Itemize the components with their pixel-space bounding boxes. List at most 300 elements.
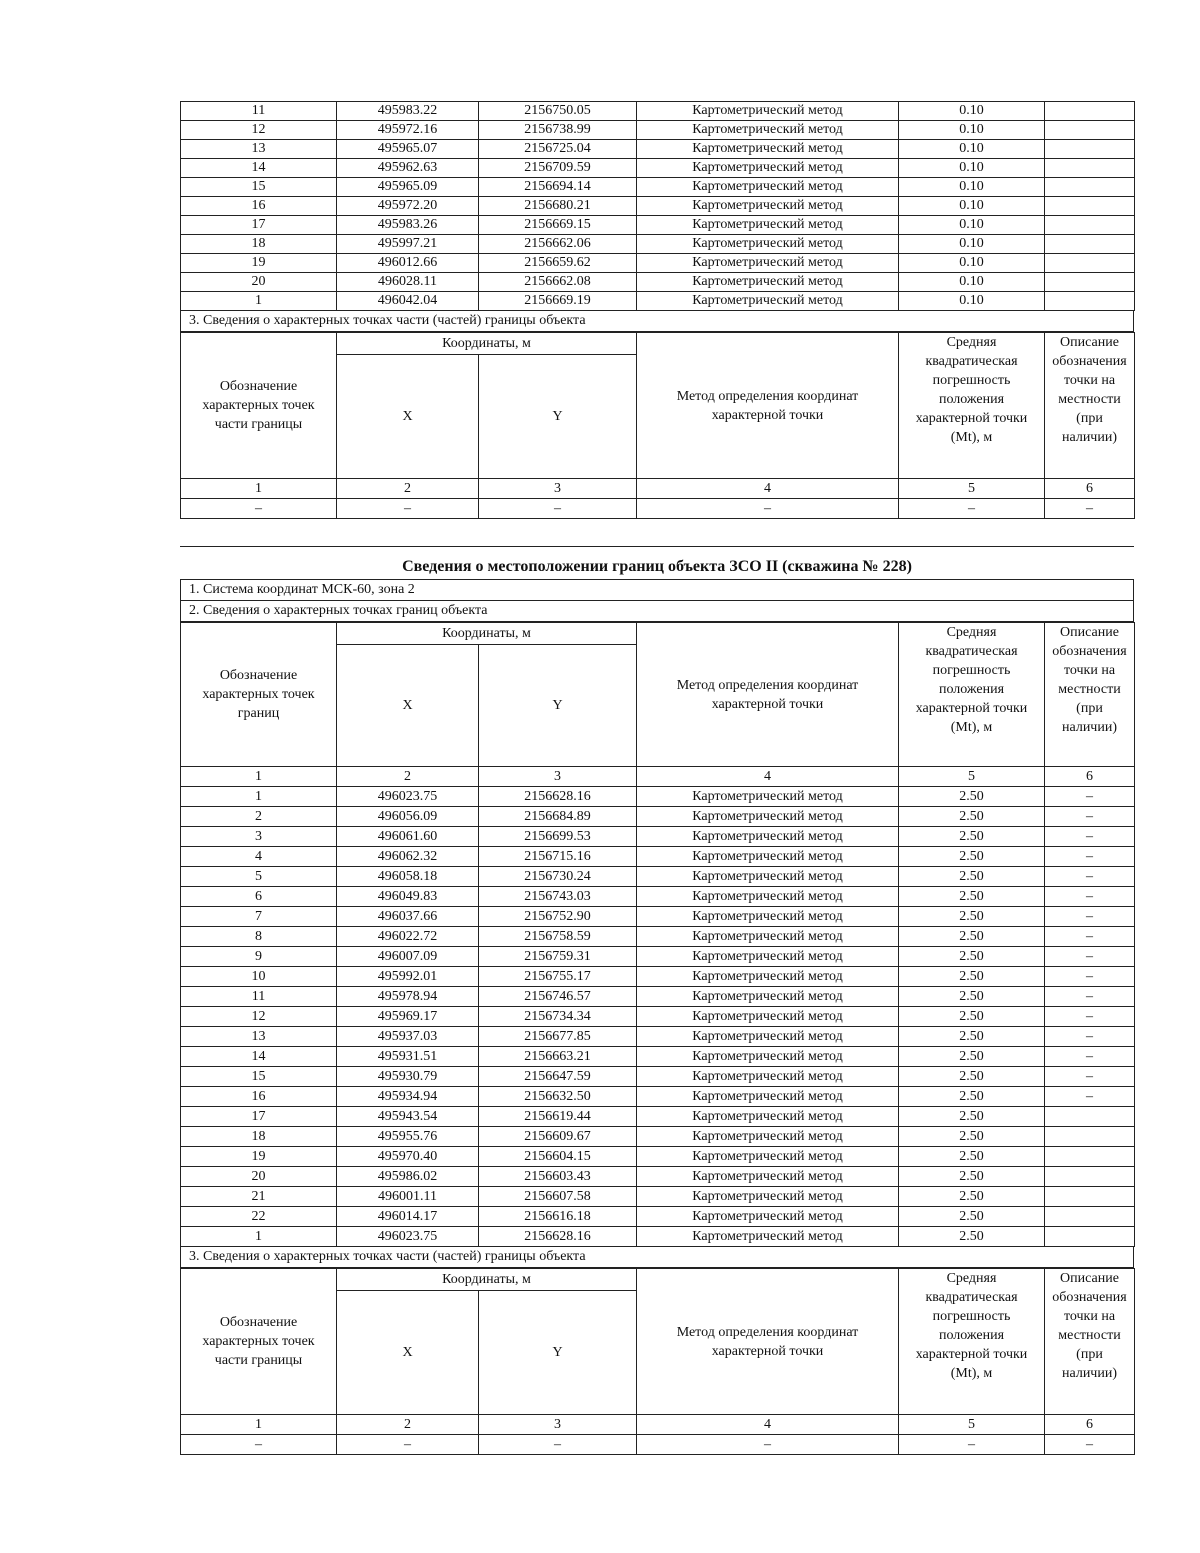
part-header-desc: Описание обозначения точки на местности (при наличии)	[1045, 333, 1135, 479]
cell-n: 1	[181, 1227, 337, 1247]
cell-method: Картометрический метод	[637, 292, 899, 311]
cell-y: 2156662.06	[479, 235, 637, 254]
table-row	[181, 827, 1135, 847]
cell-desc	[1045, 102, 1135, 121]
cell-method: Картометрический метод	[637, 102, 899, 121]
cell-err: 0.10	[899, 254, 1045, 273]
cell-desc: –	[1045, 947, 1135, 967]
cell-n: 4	[181, 847, 337, 867]
cell-err: 2.50	[899, 1167, 1045, 1187]
cell-method: Картометрический метод	[637, 1187, 899, 1207]
dash-cell: –	[337, 1435, 479, 1455]
cell-desc: –	[1045, 907, 1135, 927]
table-row	[181, 907, 1135, 927]
cell-method: Картометрический метод	[637, 197, 899, 216]
cell-n: 19	[181, 254, 337, 273]
col-number: 5	[899, 479, 1045, 499]
cell-method: Картометрический метод	[637, 967, 899, 987]
cell-y: 2156609.67	[479, 1127, 637, 1147]
cell-y: 2156607.58	[479, 1187, 637, 1207]
part2-header-err: Средняя квадратическая погрешность положения характерной точки (Mt), м	[899, 1269, 1045, 1415]
cell-x: 495970.40	[337, 1147, 479, 1167]
part2-header-method: Метод определения координат характерной точки	[637, 1269, 899, 1415]
cell-method: Картометрический метод	[637, 121, 899, 140]
cell-x: 495965.09	[337, 178, 479, 197]
cell-n: 12	[181, 1007, 337, 1027]
col-number: 6	[1045, 479, 1135, 499]
table-row	[181, 292, 1135, 311]
cell-x: 496012.66	[337, 254, 479, 273]
top-points-block	[180, 101, 1134, 519]
cell-err: 0.10	[899, 235, 1045, 254]
cell-err: 2.50	[899, 1007, 1045, 1027]
cell-desc: –	[1045, 807, 1135, 827]
cell-x: 496037.66	[337, 907, 479, 927]
cell-desc	[1045, 1127, 1135, 1147]
cell-err: 2.50	[899, 867, 1045, 887]
cell-n: 20	[181, 1167, 337, 1187]
cell-n: 13	[181, 1027, 337, 1047]
col-number: 2	[337, 767, 479, 787]
cell-desc	[1045, 178, 1135, 197]
cell-n: 19	[181, 1147, 337, 1167]
table-row	[181, 867, 1135, 887]
points-section-title: 2. Сведения о характерных точках границ объекта	[180, 601, 1134, 622]
part2-header-y: Y	[479, 1291, 637, 1415]
cell-desc: –	[1045, 987, 1135, 1007]
cell-method: Картометрический метод	[637, 159, 899, 178]
cell-desc	[1045, 292, 1135, 311]
cell-x: 496001.11	[337, 1187, 479, 1207]
col-number: 1	[181, 767, 337, 787]
cell-n: 15	[181, 178, 337, 197]
cell-y: 2156684.89	[479, 807, 637, 827]
cell-y: 2156715.16	[479, 847, 637, 867]
cell-y: 2156750.05	[479, 102, 637, 121]
dash-cell: –	[637, 499, 899, 519]
cell-x: 495972.20	[337, 197, 479, 216]
cell-n: 18	[181, 235, 337, 254]
table-row	[181, 1227, 1135, 1247]
cell-method: Картометрический метод	[637, 1207, 899, 1227]
cell-y: 2156604.15	[479, 1147, 637, 1167]
cell-x: 495983.22	[337, 102, 479, 121]
cell-x: 495983.26	[337, 216, 479, 235]
zso-title: Сведения о местоположении границ объекта ЗСО II (скважина № 228)	[180, 546, 1134, 579]
cell-desc: –	[1045, 1027, 1135, 1047]
cell-n: 16	[181, 197, 337, 216]
main-header-x: X	[337, 645, 479, 767]
table-row	[181, 121, 1135, 140]
dash-cell: –	[1045, 499, 1135, 519]
cell-err: 2.50	[899, 1027, 1045, 1047]
cell-n: 13	[181, 140, 337, 159]
part-header-coords: Координаты, м	[337, 333, 637, 355]
cell-x: 496049.83	[337, 887, 479, 907]
cell-method: Картометрический метод	[637, 887, 899, 907]
cell-err: 0.10	[899, 273, 1045, 292]
cell-y: 2156632.50	[479, 1087, 637, 1107]
cell-x: 495978.94	[337, 987, 479, 1007]
cell-n: 12	[181, 121, 337, 140]
cell-err: 2.50	[899, 787, 1045, 807]
cell-err: 2.50	[899, 967, 1045, 987]
cell-desc	[1045, 273, 1135, 292]
cell-method: Картометрический метод	[637, 1047, 899, 1067]
cell-method: Картометрический метод	[637, 907, 899, 927]
cell-x: 495937.03	[337, 1027, 479, 1047]
cell-method: Картометрический метод	[637, 807, 899, 827]
cell-err: 2.50	[899, 1227, 1045, 1247]
cell-err: 2.50	[899, 907, 1045, 927]
table-row	[181, 273, 1135, 292]
cell-desc: –	[1045, 847, 1135, 867]
cell-y: 2156628.16	[479, 787, 637, 807]
col-number: 3	[479, 1415, 637, 1435]
cell-n: 21	[181, 1187, 337, 1207]
cell-err: 0.10	[899, 292, 1045, 311]
col-number: 4	[637, 1415, 899, 1435]
cell-y: 2156725.04	[479, 140, 637, 159]
cell-err: 2.50	[899, 1207, 1045, 1227]
cell-method: Картометрический метод	[637, 1087, 899, 1107]
cell-n: 1	[181, 292, 337, 311]
zso-block	[180, 546, 1134, 1455]
cell-y: 2156755.17	[479, 967, 637, 987]
main-header-desc: Описание обозначения точки на местности (при наличии)	[1045, 623, 1135, 767]
cell-x: 496007.09	[337, 947, 479, 967]
cell-desc: –	[1045, 967, 1135, 987]
cell-err: 2.50	[899, 887, 1045, 907]
cell-y: 2156743.03	[479, 887, 637, 907]
cell-err: 2.50	[899, 1067, 1045, 1087]
cell-err: 2.50	[899, 947, 1045, 967]
part-table-2	[180, 1268, 1135, 1455]
cell-method: Картометрический метод	[637, 235, 899, 254]
table-row	[181, 254, 1135, 273]
cell-method: Картометрический метод	[637, 254, 899, 273]
cell-n: 16	[181, 1087, 337, 1107]
cell-y: 2156677.85	[479, 1027, 637, 1047]
cell-y: 2156694.14	[479, 178, 637, 197]
cell-desc	[1045, 216, 1135, 235]
cell-method: Картометрический метод	[637, 787, 899, 807]
cell-err: 0.10	[899, 121, 1045, 140]
cell-x: 495931.51	[337, 1047, 479, 1067]
cell-method: Картометрический метод	[637, 927, 899, 947]
cell-y: 2156669.15	[479, 216, 637, 235]
cell-x: 495997.21	[337, 235, 479, 254]
cell-x: 495965.07	[337, 140, 479, 159]
cell-x: 495955.76	[337, 1127, 479, 1147]
table-row	[181, 1127, 1135, 1147]
cell-y: 2156759.31	[479, 947, 637, 967]
part-header-err: Средняя квадратическая погрешность положения характерной точки (Mt), м	[899, 333, 1045, 479]
main-header-method: Метод определения координат характерной точки	[637, 623, 899, 767]
cell-x: 496022.72	[337, 927, 479, 947]
part-header-col1: Обозначение характерных точек части границы	[181, 333, 337, 479]
col-number: 1	[181, 1415, 337, 1435]
cell-desc	[1045, 121, 1135, 140]
cell-err: 2.50	[899, 927, 1045, 947]
cell-x: 495934.94	[337, 1087, 479, 1107]
cell-x: 495972.16	[337, 121, 479, 140]
table-row	[181, 140, 1135, 159]
table-row	[181, 987, 1135, 1007]
cell-desc: –	[1045, 1087, 1135, 1107]
cell-y: 2156752.90	[479, 907, 637, 927]
cell-method: Картометрический метод	[637, 140, 899, 159]
cell-method: Картометрический метод	[637, 947, 899, 967]
main-header-err: Средняя квадратическая погрешность положения характерной точки (Mt), м	[899, 623, 1045, 767]
part-table-1	[180, 332, 1135, 519]
cell-method: Картометрический метод	[637, 216, 899, 235]
main-header-y: Y	[479, 645, 637, 767]
cell-err: 2.50	[899, 1187, 1045, 1207]
cell-y: 2156628.16	[479, 1227, 637, 1247]
cell-n: 5	[181, 867, 337, 887]
table-row	[181, 178, 1135, 197]
cell-method: Картометрический метод	[637, 1227, 899, 1247]
cell-desc: –	[1045, 787, 1135, 807]
cell-n: 14	[181, 159, 337, 178]
table-row	[181, 1007, 1135, 1027]
cell-n: 3	[181, 827, 337, 847]
col-number: 1	[181, 479, 337, 499]
cell-desc	[1045, 235, 1135, 254]
dash-cell: –	[899, 499, 1045, 519]
cell-n: 22	[181, 1207, 337, 1227]
col-number: 3	[479, 479, 637, 499]
main-header-col1: Обозначение характерных точек границ	[181, 623, 337, 767]
cell-method: Картометрический метод	[637, 827, 899, 847]
part2-header-coords: Координаты, м	[337, 1269, 637, 1291]
cell-n: 9	[181, 947, 337, 967]
cell-n: 14	[181, 1047, 337, 1067]
coord-system: 1. Система координат МСК-60, зона 2	[180, 579, 1134, 601]
table-row	[181, 1167, 1135, 1187]
top-points-table	[180, 101, 1135, 311]
table-row	[181, 947, 1135, 967]
table-row	[181, 159, 1135, 178]
cell-n: 7	[181, 907, 337, 927]
part-section-title: 3. Сведения о характерных точках части (частей) границы объекта	[180, 311, 1134, 332]
table-row	[181, 197, 1135, 216]
table-row	[181, 216, 1135, 235]
dash-cell: –	[899, 1435, 1045, 1455]
col-number: 6	[1045, 1415, 1135, 1435]
cell-n: 1	[181, 787, 337, 807]
cell-n: 2	[181, 807, 337, 827]
cell-n: 6	[181, 887, 337, 907]
table-row	[181, 887, 1135, 907]
table-row	[181, 1027, 1135, 1047]
cell-err: 0.10	[899, 178, 1045, 197]
cell-err: 2.50	[899, 847, 1045, 867]
cell-err: 0.10	[899, 140, 1045, 159]
cell-y: 2156619.44	[479, 1107, 637, 1127]
col-number: 5	[899, 1415, 1045, 1435]
cell-x: 496023.75	[337, 1227, 479, 1247]
cell-n: 11	[181, 102, 337, 121]
cell-err: 2.50	[899, 1047, 1045, 1067]
part-section-title-2: 3. Сведения о характерных точках части (частей) границы объекта	[180, 1247, 1134, 1268]
cell-desc	[1045, 197, 1135, 216]
table-row	[181, 102, 1135, 121]
cell-n: 17	[181, 216, 337, 235]
part-header-x: X	[337, 355, 479, 479]
table-row	[181, 967, 1135, 987]
col-number: 2	[337, 479, 479, 499]
top-points-body	[181, 102, 1135, 311]
cell-desc	[1045, 1207, 1135, 1227]
table-row	[181, 1147, 1135, 1167]
cell-method: Картометрический метод	[637, 987, 899, 1007]
cell-desc: –	[1045, 1047, 1135, 1067]
table-row	[181, 1067, 1135, 1087]
cell-x: 496062.32	[337, 847, 479, 867]
table-row	[181, 235, 1135, 254]
cell-y: 2156734.34	[479, 1007, 637, 1027]
cell-err: 0.10	[899, 216, 1045, 235]
table-row	[181, 787, 1135, 807]
cell-y: 2156738.99	[479, 121, 637, 140]
cell-err: 2.50	[899, 1127, 1045, 1147]
cell-desc	[1045, 1187, 1135, 1207]
cell-y: 2156669.19	[479, 292, 637, 311]
cell-desc	[1045, 1107, 1135, 1127]
col-number: 3	[479, 767, 637, 787]
cell-desc	[1045, 254, 1135, 273]
cell-desc: –	[1045, 887, 1135, 907]
cell-y: 2156616.18	[479, 1207, 637, 1227]
part2-header-x: X	[337, 1291, 479, 1415]
cell-desc: –	[1045, 927, 1135, 947]
cell-y: 2156758.59	[479, 927, 637, 947]
col-number: 5	[899, 767, 1045, 787]
cell-desc	[1045, 140, 1135, 159]
cell-desc: –	[1045, 1007, 1135, 1027]
cell-x: 496028.11	[337, 273, 479, 292]
cell-y: 2156603.43	[479, 1167, 637, 1187]
cell-err: 2.50	[899, 827, 1045, 847]
cell-desc: –	[1045, 867, 1135, 887]
cell-y: 2156647.59	[479, 1067, 637, 1087]
cell-err: 0.10	[899, 159, 1045, 178]
cell-n: 18	[181, 1127, 337, 1147]
cell-x: 495962.63	[337, 159, 479, 178]
cell-err: 2.50	[899, 1087, 1045, 1107]
cell-y: 2156663.21	[479, 1047, 637, 1067]
part-header-y: Y	[479, 355, 637, 479]
dash-cell: –	[479, 1435, 637, 1455]
part-header-method: Метод определения координат характерной точки	[637, 333, 899, 479]
dash-cell: –	[181, 1435, 337, 1455]
dash-cell: –	[479, 499, 637, 519]
cell-err: 2.50	[899, 807, 1045, 827]
table-row	[181, 1047, 1135, 1067]
cell-method: Картометрический метод	[637, 178, 899, 197]
cell-x: 495986.02	[337, 1167, 479, 1187]
table-row	[181, 1107, 1135, 1127]
cell-method: Картометрический метод	[637, 1167, 899, 1187]
cell-x: 495943.54	[337, 1107, 479, 1127]
cell-method: Картометрический метод	[637, 1147, 899, 1167]
cell-n: 20	[181, 273, 337, 292]
dash-cell: –	[337, 499, 479, 519]
dash-cell: –	[1045, 1435, 1135, 1455]
zso-points-table	[180, 622, 1135, 1247]
cell-x: 495992.01	[337, 967, 479, 987]
cell-method: Картометрический метод	[637, 1067, 899, 1087]
cell-err: 2.50	[899, 1147, 1045, 1167]
zso-points-body	[181, 787, 1135, 1247]
cell-desc	[1045, 1167, 1135, 1187]
col-number: 6	[1045, 767, 1135, 787]
cell-err: 0.10	[899, 197, 1045, 216]
cell-desc	[1045, 159, 1135, 178]
table-row	[181, 1207, 1135, 1227]
cell-method: Картометрический метод	[637, 1007, 899, 1027]
table-row	[181, 1187, 1135, 1207]
cell-x: 496061.60	[337, 827, 479, 847]
cell-n: 10	[181, 967, 337, 987]
part2-header-col1: Обозначение характерных точек части границы	[181, 1269, 337, 1415]
cell-desc: –	[1045, 827, 1135, 847]
cell-method: Картометрический метод	[637, 1127, 899, 1147]
cell-method: Картометрический метод	[637, 1027, 899, 1047]
cell-method: Картометрический метод	[637, 1107, 899, 1127]
dash-cell: –	[637, 1435, 899, 1455]
cell-err: 2.50	[899, 1107, 1045, 1127]
cell-method: Картометрический метод	[637, 847, 899, 867]
cell-y: 2156662.08	[479, 273, 637, 292]
cell-n: 15	[181, 1067, 337, 1087]
table-row	[181, 927, 1135, 947]
cell-x: 495930.79	[337, 1067, 479, 1087]
table-row	[181, 847, 1135, 867]
cell-desc	[1045, 1147, 1135, 1167]
cell-x: 496014.17	[337, 1207, 479, 1227]
cell-x: 496042.04	[337, 292, 479, 311]
cell-x: 496058.18	[337, 867, 479, 887]
cell-y: 2156746.57	[479, 987, 637, 1007]
main-header-coords: Координаты, м	[337, 623, 637, 645]
cell-x: 495969.17	[337, 1007, 479, 1027]
cell-y: 2156709.59	[479, 159, 637, 178]
col-number: 4	[637, 479, 899, 499]
cell-y: 2156680.21	[479, 197, 637, 216]
cell-desc: –	[1045, 1067, 1135, 1087]
dash-cell: –	[181, 499, 337, 519]
col-number: 2	[337, 1415, 479, 1435]
cell-x: 496056.09	[337, 807, 479, 827]
cell-n: 17	[181, 1107, 337, 1127]
cell-method: Картометрический метод	[637, 273, 899, 292]
cell-n: 8	[181, 927, 337, 947]
table-row	[181, 807, 1135, 827]
cell-x: 496023.75	[337, 787, 479, 807]
part2-header-desc: Описание обозначения точки на местности (при наличии)	[1045, 1269, 1135, 1415]
col-number: 4	[637, 767, 899, 787]
cell-err: 0.10	[899, 102, 1045, 121]
cell-method: Картометрический метод	[637, 867, 899, 887]
cell-y: 2156730.24	[479, 867, 637, 887]
cell-err: 2.50	[899, 987, 1045, 1007]
table-row	[181, 1087, 1135, 1107]
cell-y: 2156699.53	[479, 827, 637, 847]
cell-n: 11	[181, 987, 337, 1007]
